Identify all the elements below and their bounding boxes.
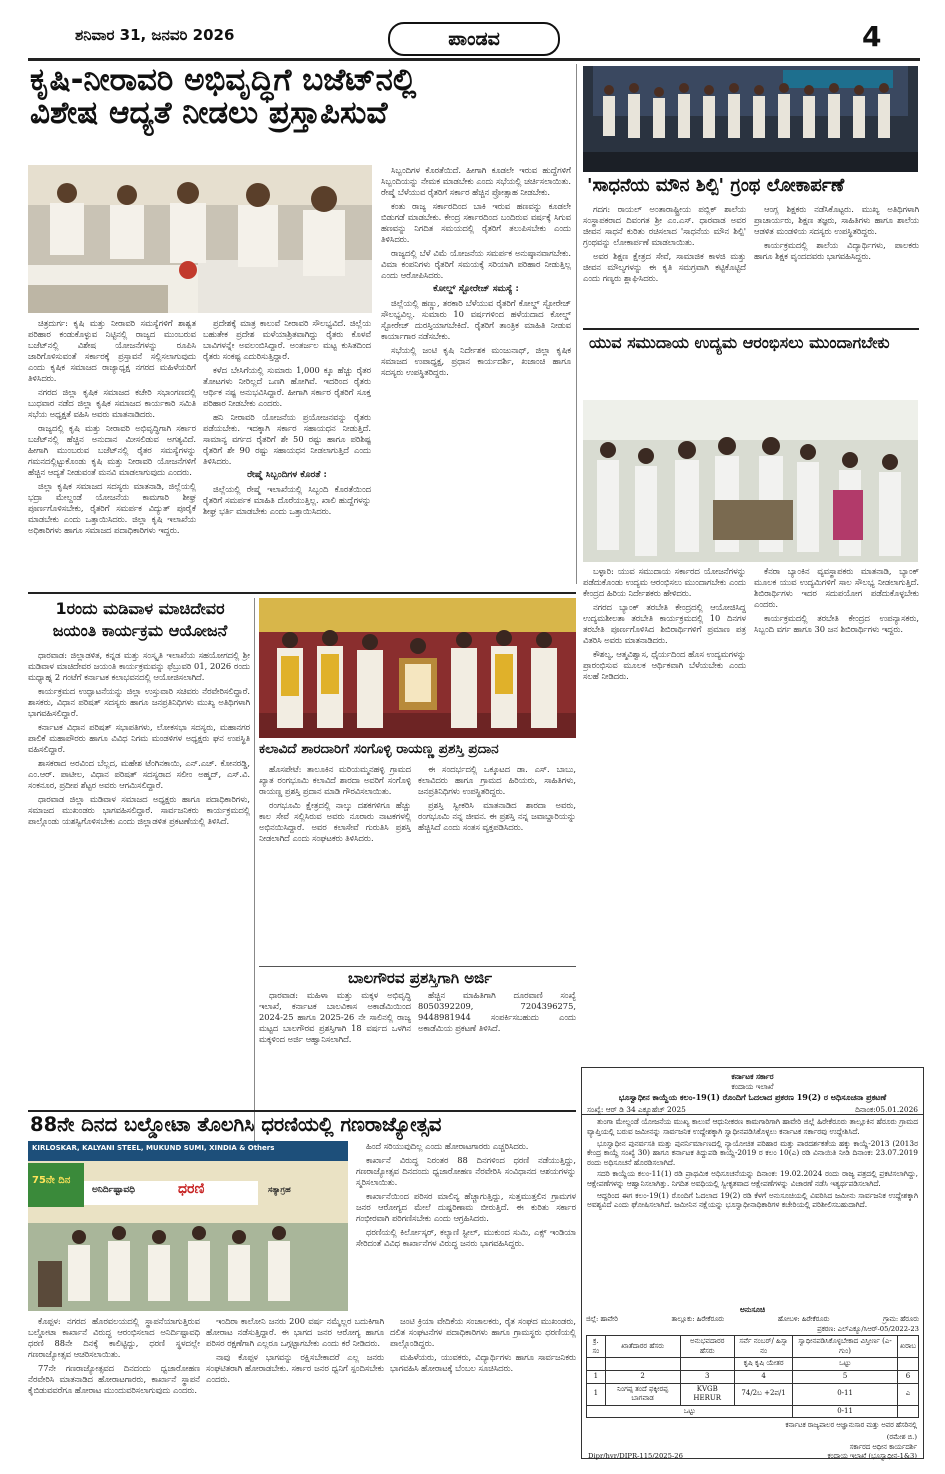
baldota-photo xyxy=(28,1141,348,1311)
child-award-col-2: ಹೆಚ್ಚಿನ ಮಾಹಿತಿಗಾಗಿ ದೂರವಾಣಿ ಸಂಖ್ಯೆ 8050392209, 7204396275, 9448981944 ಸಂಪರ್ಕಿಸಬಹುದು ಎಂದು ಅಕಾಡೆಮಿಯ ಪ್ರಕಟಣೆ ತಿಳಿಸಿದೆ. xyxy=(418,990,576,1033)
column-divider xyxy=(576,64,577,584)
notice-ref-date: ದಿನಾಂಕ:05.01.2026 xyxy=(855,1104,918,1114)
notice-ref-row xyxy=(582,1105,923,1116)
page-header xyxy=(0,0,945,56)
notice-signature: ಕರ್ನಾಟಕ ರಾಜ್ಯಪಾಲರ ಆಜ್ಞಾನುಸಾರ ಮತ್ತು ಅವರ ಹೆಸರಿನಲ್ಲಿ xyxy=(785,1421,917,1430)
banner-day: 75ನೇ ದಿನ xyxy=(32,1175,71,1186)
baldota-rule xyxy=(28,1110,576,1112)
lead-photo xyxy=(28,165,372,313)
book-launch-photo xyxy=(583,66,918,172)
notice-body: ತುಂಗಾ ಮೇಲ್ದಂಡೆ ಯೋಜನೆಯ ಮುಖ್ಯ ಕಾಲುವೆ ಆಧುನೀಕರಣ ಕಾಮಗಾರಿಗಾಗಿ ಹಾವೇರಿ ಜಿಲ್ಲೆ ಹಿರೇಕೆರೂರು ತಾಲ್ಲೂಕಿನ ಹೆರೂರು ಗ್ರಾಮದ ವ್ಯಾಪ್ತಿಯಲ್ಲಿ ಬರುವ ಜಮೀನನ್ನು ಸಾರ್ವಜನಿಕ ಉದ್ದೇಶಕ್ಕಾಗಿ ಸ್ವಾಧೀನಪಡಿಸಿಕೊಳ್ಳಲು ಕರ್ನಾಟಕ ಸರ್ಕಾರವು ಉದ್ದೇಶಿಸಿದೆ. ಭೂಸ್ವಾಧೀನ ಪುನರ್ವಸತಿ ಮತ್ತು ಪುನರ್ನಿರ್ಮಾಣದಲ್ಲಿ ನ್ಯಾಯೋಚಿತ ಪರಿಹಾರ ಮತ್ತು ಪಾರದರ್ಶಕತೆಯ ಹಕ್ಕು ಕಾಯ್ದೆ-2013 (2013ರ ಕೇಂದ್ರ ಕಾಯ್ದೆ ಸಂಖ್ಯೆ 30) ಹಾಗೂ ಕರ್ನಾಟಕ ತಿದ್ದುಪಡಿ ಕಾಯ್ದೆ-2019 ರ ಕಲಂ 10(ಎ) ರಡಿ ವಿನಾಯಿತಿ ನೀಡಿ ದಿನಾಂಕ: 23.07.2019 ರಂದು ಅಧಿಸೂಚನೆ ಹೊರಡಿಸಲಾಗಿದೆ. ಸದರಿ ಕಾಯ್ದೆಯ ಕಲಂ-11(1) ರಡಿ ಪ್ರಾಥಮಿಕ ಅಧಿಸೂಚನೆಯನ್ನು ದಿನಾಂಕ: 19.02.2024 ರಂದು ರಾಜ್ಯ ಪತ್ರದಲ್ಲಿ ಪ್ರಕಟಿಸಲಾಗಿದ್ದು, ಆಕ್ಷೇಪಣೆಗಳನ್ನು ಆಹ್ವಾನಿಸಲಾಗಿತ್ತು. ನಿಗದಿತ ಅವಧಿಯಲ್ಲಿ ಸ್ವೀಕೃತವಾದ ಆಕ್ಷೇಪಣೆಗಳನ್ನು ವಿಚಾರಣೆ ನಡೆಸಿ ಇತ್ಯರ್ಥಪಡಿಸಲಾಗಿದೆ. ಆದ್ದರಿಂದ ಈಗ ಕಲಂ-19(1) ರೊಂದಿಗೆ ಓದಲಾದ 19(2) ರಡಿ ಕೆಳಗೆ ಅನುಸೂಚಿಯಲ್ಲಿ ವಿವರಿಸಿದ ಜಮೀನು ಸಾರ್ವಜನಿಕ ಉದ್ದೇಶಕ್ಕಾಗಿ ಅವಶ್ಯವಿದೆ ಎಂದು ಘೋಷಿಸಲಾಗಿದೆ. ಜಮೀನಿನ ನಕ್ಷೆಯನ್ನು ಭೂಸ್ವಾಧೀನಾಧಿಕಾರಿಗಳ ಕಚೇರಿಯಲ್ಲಿ ಪರಿಶೀಲಿಸಬಹುದಾಗಿದೆ. xyxy=(587,1117,918,1210)
youth-photo xyxy=(583,400,918,562)
page-number: 4 xyxy=(862,20,882,53)
notice-govt: ಕರ್ನಾಟಕ ಸರ್ಕಾರ xyxy=(731,1072,774,1081)
child-award-rule xyxy=(259,966,576,967)
child-award-headline: ಬಾಲಗೌರವ ಪ್ರಶಸ್ತಿಗಾಗಿ ಅರ್ಜಿ xyxy=(347,969,493,987)
training-photo xyxy=(583,400,918,562)
govt-notice xyxy=(581,1067,924,1459)
dipr-code: Dipr/hvr/DIPR-115/2025-26 xyxy=(588,1452,683,1461)
notice-ref-no: ಸಂಖ್ಯೆ: ಆರ್ ಡಿ 34 ಎಕ್ಯೂಹೆಚ್ 2025 xyxy=(587,1104,686,1114)
notice-dept: ಕಂದಾಯ ಇಲಾಖೆ xyxy=(731,1081,774,1091)
youth-rule xyxy=(583,328,919,330)
banner-left: ಅನಿರ್ದಿಷ್ಟಾವಧಿ xyxy=(92,1185,135,1195)
baldota-col-3: ಜಂಟಿ ಕ್ರಿಯಾ ವೇದಿಕೆಯ ಸಂಚಾಲಕರು, ರೈತ ಸಂಘದ ಮುಖಂಡರು, ದಲಿತ ಸಂಘಟನೆಗಳ ಪದಾಧಿಕಾರಿಗಳು ಹಾಗೂ ಗ್ರಾಮಸ್ಥರು ಧರಣಿಯಲ್ಲಿ ಪಾಲ್ಗೊಂಡಿದ್ದರು. ಮಹಿಳೆಯರು, ಯುವಕರು, ವಿದ್ಯಾರ್ಥಿಗಳು ಹಾಗೂ ಸಾರ್ವಜನಿಕರು ಭಾಗವಹಿಸಿ ಹೋರಾಟಕ್ಕೆ ಬೆಂಬಲ ಸೂಚಿಸಿದರು. xyxy=(390,1316,576,1373)
felicitation-photo xyxy=(259,598,576,738)
baldota-col-right: ಹಿಂದೆ ಸರಿಯುವುದಿಲ್ಲ ಎಂದು ಹೋರಾಟಗಾರರು ಎಚ್ಚರಿಸಿದರು. ಕಾರ್ಖಾನೆ ವಿರುದ್ಧ ನಿರಂತರ 88 ದಿನಗಳಿಂದ ಧರಣಿ ನಡೆಯುತ್ತಿದ್ದು, ಗಣರಾಜ್ಯೋತ್ಸವ ದಿನದಂದು ಧ್ವಜಾರೋಹಣ ನೆರವೇರಿಸಿ ಸಂವಿಧಾನದ ಆಶಯಗಳನ್ನು ಸ್ಮರಿಸಲಾಯಿತು. ಕಾರ್ಖಾನೆಯಿಂದ ಪರಿಸರ ಮಾಲಿನ್ಯ ಹೆಚ್ಚಾಗುತ್ತಿದ್ದು, ಸುತ್ತಮುತ್ತಲಿನ ಗ್ರಾಮಗಳ ಜನರ ಆರೋಗ್ಯದ ಮೇಲೆ ದುಷ್ಪರಿಣಾಮ ಬೀರುತ್ತಿದೆ. ಈ ಕುರಿತು ಸರ್ಕಾರ ಗಂಭೀರವಾಗಿ ಪರಿಗಣಿಸಬೇಕು ಎಂದು ಆಗ್ರಹಿಸಿದರು. ಧರಣಿಯಲ್ಲಿ ಕಿರ್ಲೋಸ್ಕರ್, ಕಲ್ಯಾಣಿ ಸ್ಟೀಲ್, ಮುಕುಂದ ಸುಮಿ, ಎಕ್ಸ್ ಇಂಡಿಯಾ ಸೇರಿದಂತೆ ವಿವಿಧ ಕಾರ್ಖಾನೆಗಳ ವಿರುದ್ಧ ಜನರು ಭಾಗವಹಿಸಿದ್ದರು. xyxy=(356,1141,576,1248)
madivala-body: ಧಾರವಾಡ: ಜಿಲ್ಲಾಡಳಿತ, ಕನ್ನಡ ಮತ್ತು ಸಂಸ್ಕೃತಿ ಇಲಾಖೆಯ ಸಹಯೋಗದಲ್ಲಿ ಶ್ರೀ ಮಡಿವಾಳ ಮಾಚಿದೇವರ ಜಯಂತಿ ಕಾರ್ಯಕ್ರಮವನ್ನು ಫೆಬ್ರುವರಿ 01, 2026 ರಂದು ಮಧ್ಯಾಹ್ನ 2 ಗಂಟೆಗೆ ಕರ್ನಾಟಕ ಕಲಾಭವನದಲ್ಲಿ ಆಯೋಜಿಸಲಾಗಿದೆ. ಕಾರ್ಯಕ್ರಮದ ಉದ್ಘಾಟನೆಯನ್ನು ಜಿಲ್ಲಾ ಉಸ್ತುವಾರಿ ಸಚಿವರು ನೆರವೇರಿಸಲಿದ್ದಾರೆ. ಶಾಸಕರು, ವಿಧಾನ ಪರಿಷತ್ ಸದಸ್ಯರು ಹಾಗೂ ಜನಪ್ರತಿನಿಧಿಗಳು ಮುಖ್ಯ ಅತಿಥಿಗಳಾಗಿ ಭಾಗವಹಿಸಲಿದ್ದಾರೆ. ಕರ್ನಾಟಕ ವಿಧಾನ ಪರಿಷತ್ ಸಭಾಪತಿಗಳು, ಲೋಕಸಭಾ ಸದಸ್ಯರು, ಮಹಾನಗರ ಪಾಲಿಕೆ ಮಹಾಪೌರರು ಹಾಗೂ ವಿವಿಧ ನಿಗಮ ಮಂಡಳಿಗಳ ಅಧ್ಯಕ್ಷರು ಘನ ಉಪಸ್ಥಿತಿ ವಹಿಸಲಿದ್ದಾರೆ. ಶಾಸಕರಾದ ಅರವಿಂದ ಬೆಲ್ಲದ, ಮಹೇಶ ಟೆಂಗಿನಕಾಯಿ, ಎನ್.ಎಚ್. ಕೋನರಡ್ಡಿ, ಎಂ.ಆರ್. ಪಾಟೀಲ, ವಿಧಾನ ಪರಿಷತ್ ಸದಸ್ಯರಾದ ಸಲೀಂ ಅಹ್ಮದ್, ಎಸ್.ವಿ. ಸಂಕನೂರ, ಪ್ರದೀಪ ಶೆಟ್ಟರ ಅವರು ಆಗಮಿಸಲಿದ್ದಾರೆ. ಧಾರವಾಡ ಜಿಲ್ಲಾ ಮಡಿವಾಳ ಸಮಾಜದ ಅಧ್ಯಕ್ಷರು ಹಾಗೂ ಪದಾಧಿಕಾರಿಗಳು, ಸಮಾಜದ ಮುಖಂಡರು ಭಾಗವಹಿಸಲಿದ್ದಾರೆ. ಸಾರ್ವಜನಿಕರು ಕಾರ್ಯಕ್ರಮದಲ್ಲಿ ಪಾಲ್ಗೊಂಡು ಯಶಸ್ವಿಗೊಳಿಸಬೇಕು ಎಂದು ಜಿಲ್ಲಾಡಳಿತ ಪ್ರಕಟಣೆಯಲ್ಲಿ ತಿಳಿಸಿದೆ. xyxy=(28,650,250,826)
mid-rule xyxy=(28,592,576,594)
award-photo xyxy=(259,598,576,738)
child-award-col-1: ಧಾರವಾಡ: ಮಹಿಳಾ ಮತ್ತು ಮಕ್ಕಳ ಅಭಿವೃದ್ಧಿ ಇಲಾಖೆ, ಕರ್ನಾಟಕ ಬಾಲವಿಕಾಸ ಅಕಾಡೆಮಿಯಿಂದ 2024-25 ಹಾಗೂ 2025-26 ನೇ ಸಾಲಿನಲ್ಲಿ ರಾಜ್ಯ ಮಟ್ಟದ ಬಾಲಗೌರವ ಪ್ರಶಸ್ತಿಗಾಗಿ 18 ವರ್ಷದ ಒಳಗಿನ ಮಕ್ಕಳಿಂದ ಅರ್ಜಿ ಆಹ್ವಾನಿಸಲಾಗಿದೆ. xyxy=(259,990,411,1044)
lead-col-1: ಚಿತ್ರದುರ್ಗ: ಕೃಷಿ ಮತ್ತು ನೀರಾವರಿ ಸಮಸ್ಯೆಗಳಿಗೆ ಶಾಶ್ವತ ಪರಿಹಾರ ಕಂಡುಕೊಳ್ಳುವ ನಿಟ್ಟಿನಲ್ಲಿ ರಾಜ್ಯದ ಮುಂಬರುವ ಬಜೆಟ್‌ನಲ್ಲಿ ವಿಶೇಷ ಯೋಜನೆಗಳನ್ನು ರೂಪಿಸಿ ಜಾರಿಗೊಳಿಸುವಂತೆ ಸರ್ಕಾರಕ್ಕೆ ಪ್ರಸ್ತಾವನೆ ಸಲ್ಲಿಸಲಾಗುವುದು ಎಂದು ಕೃಷಿಕ ಸಮಾಜದ ರಾಜ್ಯಾಧ್ಯಕ್ಷ ನಗರದ ಮಹಿಳೆಯರಿಗೆ ತಿಳಿಸಿದರು. ನಗರದ ಜಿಲ್ಲಾ ಕೃಷಿಕ ಸಮಾಜದ ಕಚೇರಿ ಸಭಾಂಗಣದಲ್ಲಿ ಬುಧವಾರ ನಡೆದ ಜಿಲ್ಲಾ ಕೃಷಿಕ ಸಮಾಜದ ಕಾರ್ಯಕಾರಿ ಸಮಿತಿ ಸಭೆಯ ಅಧ್ಯಕ್ಷತೆ ವಹಿಸಿ ಅವರು ಮಾತನಾಡಿದರು. ರಾಜ್ಯದಲ್ಲಿ ಕೃಷಿ ಮತ್ತು ನೀರಾವರಿ ಅಭಿವೃದ್ಧಿಗಾಗಿ ಸರ್ಕಾರ ಬಜೆಟ್‌ನಲ್ಲಿ ಹೆಚ್ಚಿನ ಅನುದಾನ ಮೀಸಲಿಡುವ ಅಗತ್ಯವಿದೆ. ಹೀಗಾಗಿ ಮುಂಬರುವ ಬಜೆಟ್‌ನಲ್ಲಿ ರೈತರ ಸಮಸ್ಯೆಗಳನ್ನು ಗಮನದಲ್ಲಿಟ್ಟುಕೊಂಡು ಕೃಷಿ ಮತ್ತು ನೀರಾವರಿ ಯೋಜನೆಗಳಿಗೆ ಹೆಚ್ಚಿನ ಆದ್ಯತೆ ನೀಡುವಂತೆ ಮನವಿ ಮಾಡಲಾಗುವುದು ಎಂದರು. ಜಿಲ್ಲಾ ಕೃಷಿಕ ಸಮಾಜದ ಸದಸ್ಯರು ಮಾತನಾಡಿ, ಜಿಲ್ಲೆಯಲ್ಲಿ ಭದ್ರಾ ಮೇಲ್ದಂಡೆ ಯೋಜನೆಯ ಕಾಮಗಾರಿ ಶೀಘ್ರ ಪೂರ್ಣಗೊಳಿಸಬೇಕು, ರೈತರಿಗೆ ಸಮರ್ಪಕ ವಿದ್ಯುತ್ ಪೂರೈಕೆ ಮಾಡಬೇಕು ಎಂದು ಒತ್ತಾಯಿಸಿದರು. ಜಿಲ್ಲಾ ಕೃಷಿ ಇಲಾಖೆಯ ಅಧಿಕಾರಿಗಳು ಹಾಗೂ ಸಮಾಜದ ಪದಾಧಿಕಾರಿಗಳು ಇದ್ದರು. xyxy=(28,318,196,535)
youth-headline: ಯುವ ಸಮುದಾಯ ಉದ್ಯಮ ಆರಂಭಿಸಲು ಮುಂದಾಗಬೇಕು xyxy=(589,333,890,352)
banner-right: ಧರಣಿ xyxy=(178,1181,205,1197)
schedule-case: ಪ್ರಕರಣ: ಎಲ್‌ಎಕ್ಯೂ/ಸಿಆರ್-05/2022-23 xyxy=(817,1324,919,1333)
schedule-table-wrap xyxy=(582,1334,923,1419)
masthead: ಪಾಂಡವ xyxy=(388,22,560,56)
award-headline: ಕಲಾವಿದೆ ಶಾರದಾರಿಗೆ ಸಂಗೊಳ್ಳಿ ರಾಯಣ್ಣ ಪ್ರಶಸ್ತಿ ಪ್ರದಾನ xyxy=(259,741,499,757)
lead-col-2: ಪ್ರದೇಶಕ್ಕೆ ಮಾತ್ರ ಕಾಲುವೆ ನೀರಾವರಿ ಸೌಲಭ್ಯವಿದೆ. ಜಿಲ್ಲೆಯ ಬಹುತೇಕ ಪ್ರದೇಶ ಮಳೆಯಾಶ್ರಿತವಾಗಿದ್ದು ರೈತರು ಕೊಳವೆ ಬಾವಿಗಳನ್ನೇ ಅವಲಂಬಿಸಿದ್ದಾರೆ. ಅಂತರ್ಜಲ ಮಟ್ಟ ಕುಸಿತದಿಂದ ರೈತರು ಸಂಕಷ್ಟ ಎದುರಿಸುತ್ತಿದ್ದಾರೆ. ಕಳೆದ ಬೇಸಿಗೆಯಲ್ಲಿ ಸುಮಾರು 1,000 ಕ್ಕೂ ಹೆಚ್ಚು ರೈತರ ತೋಟಗಳು ನೀರಿಲ್ಲದೆ ಒಣಗಿ ಹೋಗಿವೆ. ಇದರಿಂದ ರೈತರು ಆರ್ಥಿಕ ನಷ್ಟ ಅನುಭವಿಸಿದ್ದಾರೆ. ಹೀಗಾಗಿ ಸರ್ಕಾರ ರೈತರಿಗೆ ಸೂಕ್ತ ಪರಿಹಾರ ನೀಡಬೇಕು ಎಂದರು. ಹನಿ ನೀರಾವರಿ ಯೋಜನೆಯ ಪ್ರಯೋಜನವನ್ನು ರೈತರು ಪಡೆಯಬೇಕು. ಇದಕ್ಕಾಗಿ ಸರ್ಕಾರ ಸಹಾಯಧನ ನೀಡುತ್ತಿದೆ. ಸಾಮಾನ್ಯ ವರ್ಗದ ರೈತರಿಗೆ ಶೇ 50 ರಷ್ಟು ಹಾಗೂ ಪರಿಶಿಷ್ಟ ರೈತರಿಗೆ ಶೇ 90 ರಷ್ಟು ಸಹಾಯಧನ ನೀಡಲಾಗುತ್ತಿದೆ ಎಂದು ತಿಳಿಸಿದರು. ರೇಷ್ಮೆ ಸಿಬ್ಬಂದಿಗಳ ಕೊರತೆ : ಜಿಲ್ಲೆಯಲ್ಲಿ ರೇಷ್ಮೆ ಇಲಾಖೆಯಲ್ಲಿ ಸಿಬ್ಬಂದಿ ಕೊರತೆಯಿಂದ ರೈತರಿಗೆ ಸಮರ್ಪಕ ಮಾಹಿತಿ ದೊರೆಯುತ್ತಿಲ್ಲ. ಖಾಲಿ ಹುದ್ದೆಗಳನ್ನು ಶೀಘ್ರ ಭರ್ತಿ ಮಾಡಬೇಕು ಎಂದು ಒತ್ತಾಯಿಸಿದರು. xyxy=(203,318,371,516)
notice-title: ಭೂಸ್ವಾಧೀನ ಕಾಯ್ದೆಯ ಕಲಂ-19(1) ರೊಂದಿಗೆ ಓದಲಾದ ಪ್ರಕರಣ 19(2) ರ ಅಧಿಸೂಚನಾ ಪ್ರಕಟಣೆ xyxy=(618,1092,887,1103)
schedule-table: ಕ್ರ. ಸಂ ಖಾತೆದಾರರ ಹೆಸರು ಅನುಭವದಾರರ ಹೆಸರು ಸರ್ವೆ ನಂಬರ್/ ಹಿಸ್ಸಾ ನಂ ಸ್ವಾಧೀನಪಡಿಸಿಕೊಳ್ಳಬೇಕಾದ ವಿಸ್ತೀರ್ಣ (ಎ-ಗುಂ) ಖರಾಬ ಕೃಷಿ ಕೃಷಿ ಯೇತರ ಒಟ್ಟು 1 2 3 4 5 6 1 ನಿಂಗಪ್ಪ ತಂದೆ ಫಕ್ಕೀರಪ್ಪ ಬಾಗವಾಡ KVGB HERUR 74/2ಬ +2ಪ/1 0-11 ಎ ಒಟ್ಟು 0-11 xyxy=(586,1335,919,1418)
meeting-photo xyxy=(28,165,372,313)
stage-photo xyxy=(583,66,918,172)
schedule-location: ಜಿಲ್ಲೆ: ಹಾವೇರಿ ತಾಲ್ಲೂಕು: ಹಿರೇಕೆರೂರು ಹೋಬಳಿ: ಹಿರೇಕೆರೂರು ಗ್ರಾಮ: ಹೆರೂರು xyxy=(586,1314,919,1323)
baldota-col-1: ಕೊಪ್ಪಳ: ನಗರದ ಹೊರವಲಯದಲ್ಲಿ ಸ್ಥಾಪನೆಯಾಗುತ್ತಿರುವ ಬಲ್ಡೋಟಾ ಕಾರ್ಖಾನೆ ವಿರುದ್ಧ ಆರಂಭಿಸಲಾದ ಅನಿರ್ದಿಷ್ಟಾವಧಿ ಧರಣಿ 88ನೇ ದಿನಕ್ಕೆ ಕಾಲಿಟ್ಟಿದ್ದು, ಧರಣಿ ಸ್ಥಳದಲ್ಲೇ ಗಣರಾಜ್ಯೋತ್ಸವ ಆಚರಿಸಲಾಯಿತು. 77ನೇ ಗಣರಾಜ್ಯೋತ್ಸವದ ದಿನದಂದು ಧ್ವಜಾರೋಹಣ ನೆರವೇರಿಸಿ ಮಾತನಾಡಿದ ಹೋರಾಟಗಾರರು, ಕಾರ್ಖಾನೆ ಸ್ಥಾಪನೆ ಕೈಬಿಡುವವರೆಗೂ ಹೋರಾಟ ಮುಂದುವರಿಸಲಾಗುವುದು ಎಂದರು. xyxy=(28,1316,200,1395)
award-col-1: ಹೊಸಪೇಟೆ: ತಾಲೂಕಿನ ಮರಿಯಮ್ಮನಹಳ್ಳಿ ಗ್ರಾಮದ ಖ್ಯಾತ ರಂಗಭೂಮಿ ಕಲಾವಿದೆ ಶಾರದಾ ಅವರಿಗೆ ಸಂಗೊಳ್ಳಿ ರಾಯಣ್ಣ ಪ್ರಶಸ್ತಿ ಪ್ರದಾನ ಮಾಡಿ ಗೌರವಿಸಲಾಯಿತು. ರಂಗಭೂಮಿ ಕ್ಷೇತ್ರದಲ್ಲಿ ನಾಲ್ಕು ದಶಕಗಳಿಗೂ ಹೆಚ್ಚು ಕಾಲ ಸೇವೆ ಸಲ್ಲಿಸಿರುವ ಅವರು ನೂರಾರು ನಾಟಕಗಳಲ್ಲಿ ಅಭಿನಯಿಸಿದ್ದಾರೆ. ಅವರ ಕಲಾಸೇವೆ ಗುರುತಿಸಿ ಪ್ರಶಸ್ತಿ ನೀಡಲಾಗಿದೆ ಎಂದು ಸಂಘಟಕರು ತಿಳಿಸಿದರು. xyxy=(259,764,411,843)
youth-col-1: ಬಳ್ಳಾರಿ: ಯುವ ಸಮುದಾಯ ಸರ್ಕಾರದ ಯೋಜನೆಗಳನ್ನು ಪಡೆದುಕೊಂಡು ಉದ್ಯಮ ಆರಂಭಿಸಲು ಮುಂದಾಗಬೇಕು ಎಂದು ಕೇಂದ್ರದ ಹಿರಿಯ ನಿರ್ದೇಶಕರು ಹೇಳಿದರು. ನಗರದ ಬ್ಯಾಂಕ್ ತರಬೇತಿ ಕೇಂದ್ರದಲ್ಲಿ ಆಯೋಜಿಸಿದ್ದ ಉದ್ಯಮಶೀಲತಾ ತರಬೇತಿ ಕಾರ್ಯಕ್ರಮದಲ್ಲಿ 10 ದಿನಗಳ ತರಬೇತಿ ಪೂರ್ಣಗೊಳಿಸಿದ ಶಿಬಿರಾರ್ಥಿಗಳಿಗೆ ಪ್ರಮಾಣ ಪತ್ರ ವಿತರಿಸಿ ಅವರು ಮಾತನಾಡಿದರು. ಕೌಶಲ್ಯ, ಆತ್ಮವಿಶ್ವಾಸ, ಧೈರ್ಯದಿಂದ ಹೊಸ ಉದ್ಯಮಗಳನ್ನು ಪ್ರಾರಂಭಿಸುವ ಮೂಲಕ ಆರ್ಥಿಕವಾಗಿ ಬೆಳೆಯಬೇಕು ಎಂದು ಸಲಹೆ ನೀಡಿದರು. xyxy=(583,566,746,681)
banner-companies: KIRLOSKAR, KALYANI STEEL, MUKUND SUMI, XINDIA & Others xyxy=(32,1144,275,1152)
baldota-col-2: ಇಂದಿರಾ ಕಾಲೋನಿ ಜನರು 200 ವರ್ಷ ನಮ್ಮೆಲ್ಲರ ಬದುಕಿಗಾಗಿ ಹೋರಾಟ ನಡೆಸುತ್ತಿದ್ದಾರೆ. ಈ ಭಾಗದ ಜನರ ಆರೋಗ್ಯ ಹಾಗೂ ಪರಿಸರ ರಕ್ಷಣೆಗಾಗಿ ಎಲ್ಲರೂ ಒಗ್ಗಟ್ಟಾಗಬೇಕು ಎಂದು ಕರೆ ನೀಡಿದರು. ನಾವು ಕೊಪ್ಪಳ ಭಾಗವನ್ನು ರಕ್ಷಿಸಬೇಕಾದರೆ ಎಲ್ಲ ಜನರು ಸಂಘಟಿತರಾಗಿ ಹೋರಾಡಬೇಕು. ಸರ್ಕಾರ ಜನರ ಧ್ವನಿಗೆ ಸ್ಪಂದಿಸಬೇಕು ಎಂದರು. xyxy=(206,1316,384,1384)
header-rule xyxy=(28,58,920,61)
table-row: 1 ನಿಂಗಪ್ಪ ತಂದೆ ಫಕ್ಕೀರಪ್ಪ ಬಾಗವಾಡ KVGB HERUR 74/2ಬ +2ಪ/1 0-11 ಎ xyxy=(587,1383,919,1405)
schedule-title: ಅನುಸೂಚಿ xyxy=(740,1305,765,1315)
lead-col-3: ಸಿಬ್ಬಂದಿಗಳ ಕೊರತೆಯಿದೆ. ಹೀಗಾಗಿ ಕೂಡಲೇ ಇರುವ ಹುದ್ದೆಗಳಿಗೆ ಸಿಬ್ಬಂದಿಯನ್ನು ನೇಮಕ ಮಾಡಬೇಕು ಎಂದು ಸಭೆಯಲ್ಲಿ ಚರ್ಚಿಸಲಾಯಿತು. ರೇಷ್ಮೆ ಬೆಳೆಯುವ ರೈತರಿಗೆ ಸರ್ಕಾರ ಹೆಚ್ಚಿನ ಪ್ರೋತ್ಸಾಹ ನೀಡಬೇಕು. ಕಂತು ರಾಜ್ಯ ಸರ್ಕಾರದಿಂದ ಬಾಕಿ ಇರುವ ಹಣವನ್ನು ಕೂಡಲೇ ಬಿಡುಗಡೆ ಮಾಡಬೇಕು. ಕೇಂದ್ರ ಸರ್ಕಾರದಿಂದ ಬಂದಿರುವ ವರ್ಷಕ್ಕೆ ಸಿಗುವ ಹಣವನ್ನು ನಿಗದಿತ ಸಮಯದಲ್ಲಿ ರೈತರಿಗೆ ತಲುಪಿಸಬೇಕು ಎಂದು ತಿಳಿಸಿದರು. ರಾಜ್ಯದಲ್ಲಿ ಬೆಳೆ ವಿಮೆ ಯೋಜನೆಯ ಸಮರ್ಪಕ ಅನುಷ್ಠಾನವಾಗಬೇಕು. ವಿಮಾ ಕಂಪನಿಗಳು ರೈತರಿಗೆ ಸಮಯಕ್ಕೆ ಸರಿಯಾಗಿ ಪರಿಹಾರ ನೀಡುತ್ತಿಲ್ಲ ಎಂದು ಆರೋಪಿಸಿದರು. ಕೋಲ್ಡ್ ಸ್ಟೋರೇಜ್ ಸಮಸ್ಯೆ : ಜಿಲ್ಲೆಯಲ್ಲಿ ಹಣ್ಣು, ತರಕಾರಿ ಬೆಳೆಯುವ ರೈತರಿಗೆ ಕೋಲ್ಡ್ ಸ್ಟೋರೇಜ್ ಸೌಲಭ್ಯವಿಲ್ಲ. ಸುಮಾರು 10 ವರ್ಷಗಳಿಂದ ಹಳೆಯದಾದ ಕೋಲ್ಡ್ ಸ್ಟೋರೇಜ್ ದುರಸ್ತಿಯಾಗಬೇಕಿದೆ. ರೈತರಿಗೆ ತಾಂತ್ರಿಕ ಮಾಹಿತಿ ನೀಡುವ ಕಾರ್ಯಾಗಾರ ನಡೆಸಬೇಕು. ಸಭೆಯಲ್ಲಿ ಜಂಟಿ ಕೃಷಿ ನಿರ್ದೇಶಕ ಮಂಜುನಾಥ್, ಜಿಲ್ಲಾ ಕೃಷಿಕ ಸಮಾಜದ ಉಪಾಧ್ಯಕ್ಷ, ಪ್ರಧಾನ ಕಾರ್ಯದರ್ಶಿ, ಖಜಾಂಚಿ ಹಾಗೂ ಸದಸ್ಯರು ಉಪಸ್ಥಿತರಿದ್ದರು. xyxy=(381,165,571,377)
issue-date: ಶನಿವಾರ 31, ಜನವರಿ 2026 xyxy=(75,26,235,44)
baldota-headline: 88ನೇ ದಿನದ ಬಲ್ಡೋಟಾ ತೊಲಗಿಸಿ ಧರಣಿಯಲ್ಲಿ ಗಣರಾಜ್ಯೋತ್ಸವ xyxy=(30,1113,442,1136)
youth-col-2: ಕೆನರಾ ಬ್ಯಾಂಕಿನ ವ್ಯವಸ್ಥಾಪಕರು ಮಾತನಾಡಿ, ಬ್ಯಾಂಕ್ ಮೂಲಕ ಯುವ ಉದ್ಯಮಿಗಳಿಗೆ ಸಾಲ ಸೌಲಭ್ಯ ನೀಡಲಾಗುತ್ತಿದೆ. ಶಿಬಿರಾರ್ಥಿಗಳು ಇದರ ಸದುಪಯೋಗ ಪಡೆದುಕೊಳ್ಳಬೇಕು ಎಂದರು. ಕಾರ್ಯಕ್ರಮದಲ್ಲಿ ತರಬೇತಿ ಕೇಂದ್ರದ ಉಪನ್ಯಾಸಕರು, ಸಿಬ್ಬಂದಿ ವರ್ಗ ಹಾಗೂ 30 ಜನ ಶಿಬಿರಾರ್ಥಿಗಳು ಇದ್ದರು. xyxy=(754,566,919,634)
book-headline: 'ಸಾಧನೆಯ ಮೌನ ಶಿಲ್ಪಿ' ಗ್ರಂಥ ಲೋಕಾರ್ಪಣೆ xyxy=(587,175,845,196)
book-col-1: ಗದಗ: ರಾಯಲ್ ಅಂತಾರಾಷ್ಟ್ರೀಯ ಪಬ್ಲಿಕ್ ಶಾಲೆಯ ಸಂಸ್ಥಾಪಕರಾದ ದಿವಂಗತ ಶ್ರೀ ಎಂ.ಎಸ್. ಧಾರವಾಡ ಅವರ ಜೀವನ ಸಾಧನೆ ಕುರಿತು ರಚಿಸಲಾದ 'ಸಾಧನೆಯ ಮೌನ ಶಿಲ್ಪಿ' ಗ್ರಂಥವನ್ನು ಲೋಕಾರ್ಪಣೆ ಮಾಡಲಾಯಿತು. ಅವರ ಶಿಕ್ಷಣ ಕ್ಷೇತ್ರದ ಸೇವೆ, ಸಾಮಾಜಿಕ ಕಾಳಜಿ ಮತ್ತು ಜೀವನ ಮೌಲ್ಯಗಳನ್ನು ಈ ಕೃತಿ ಸಮಗ್ರವಾಗಿ ಕಟ್ಟಿಕೊಟ್ಟಿದೆ ಎಂದು ಗಣ್ಯರು ಶ್ಲಾಘಿಸಿದರು. xyxy=(583,204,746,283)
award-col-2: ಈ ಸಂದರ್ಭದಲ್ಲಿ ಒಕ್ಕೂಟದ ಡಾ. ಎಸ್. ಬಾಬು, ಕಲಾವಿದರು ಹಾಗೂ ಗ್ರಾಮದ ಹಿರಿಯರು, ಸಾಹಿತಿಗಳು, ಜನಪ್ರತಿನಿಧಿಗಳು ಉಪಸ್ಥಿತರಿದ್ದರು. ಪ್ರಶಸ್ತಿ ಸ್ವೀಕರಿಸಿ ಮಾತನಾಡಿದ ಶಾರದಾ ಅವರು, ರಂಗಭೂಮಿ ನನ್ನ ಜೀವನ. ಈ ಪ್ರಶಸ್ತಿ ನನ್ನ ಜವಾಬ್ದಾರಿಯನ್ನು ಹೆಚ್ಚಿಸಿದೆ ಎಂದು ಸಂತಸ ವ್ಯಕ್ತಪಡಿಸಿದರು. xyxy=(418,764,576,832)
book-col-2: ಆಂಗ್ಲ ಶಿಕ್ಷಕರು ನಡೆಸಿಕೊಟ್ಟರು. ಮುಖ್ಯ ಅತಿಥಿಗಳಾಗಿ ಪ್ರಾಚಾರ್ಯರು, ಶಿಕ್ಷಣ ತಜ್ಞರು, ಸಾಹಿತಿಗಳು ಹಾಗೂ ಶಾಲೆಯ ಆಡಳಿತ ಮಂಡಳಿಯ ಸದಸ್ಯರು ಉಪಸ್ಥಿತರಿದ್ದರು. ಕಾರ್ಯಕ್ರಮದಲ್ಲಿ ಶಾಲೆಯ ವಿದ್ಯಾರ್ಥಿಗಳು, ಪಾಲಕರು ಹಾಗೂ ಶಿಕ್ಷಕ ವೃಂದದವರು ಭಾಗವಹಿಸಿದ್ದರು. xyxy=(754,204,919,261)
protest-photo xyxy=(28,1141,348,1311)
madivala-headline: 1ರಂದು ಮಡಿವಾಳ ಮಾಚಿದೇವರ ಜಯಂತಿ ಕಾರ್ಯಕ್ರಮ ಆಯೋಜನೆ xyxy=(52,599,228,640)
banner-tag: ಸತ್ಯಾಗ್ರಹ xyxy=(268,1185,291,1194)
lead-headline: ಕೃಷಿ-ನೀರಾವರಿ ಅಭಿವೃದ್ಧಿಗೆ ಬಜೆಟ್‌ನಲ್ಲಿ ವಿಶೇಷ ಆದ್ಯತೆ ನೀಡಲು ಪ್ರಸ್ತಾಪಿಸುವೆ xyxy=(30,62,417,132)
notice-footer: Dipr/hvr/DIPR-115/2025-26 (ರಮೇಶ ಬಿ.) ಸರ್ಕಾರದ ಅಧೀನ ಕಾರ್ಯದರ್ಶಿ ಕಂದಾಯ ಇಲಾಖೆ (ಭೂಸ್ವಾಧೀನ-1&3) xyxy=(588,1432,917,1461)
